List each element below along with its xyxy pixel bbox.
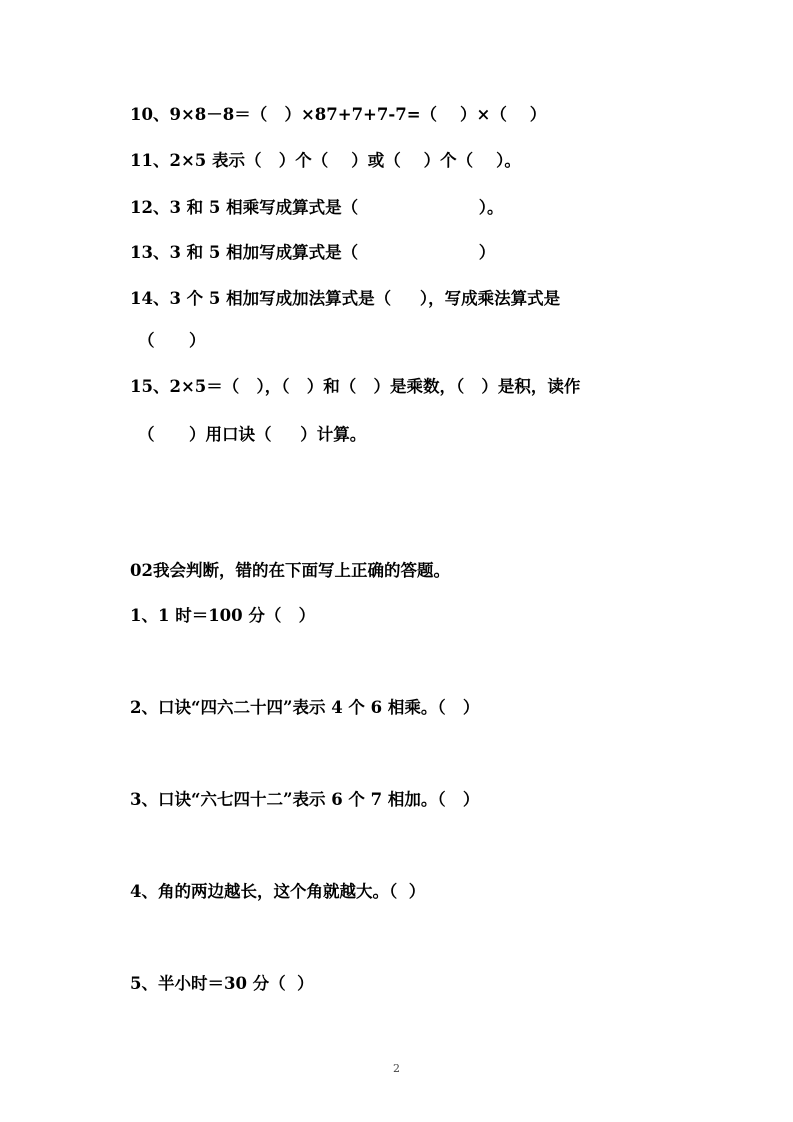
question-10: 10、9×8－8＝（ ）×87+7+7-7=（ ）×（ ） xyxy=(130,105,547,124)
question-13: 13、3 和 5 相加写成算式是（ ） xyxy=(130,243,496,262)
question-15: 15、2×5＝（ ），（ ）和（ ）是乘数，（ ）是积，读作 xyxy=(130,377,581,396)
judge-item-1: 1、1 时＝100 分（ ） xyxy=(130,606,316,625)
judge-item-2: 2、口诀“四六二十四”表示 4 个 6 相乘。（ ） xyxy=(130,698,480,717)
question-11: 11、2×5 表示（ ）个（ ）或（ ）个（ ）。 xyxy=(130,151,521,170)
question-14: 14、3 个 5 相加写成加法算式是（ ），写成乘法算式是 xyxy=(130,289,561,308)
judge-item-4: 4、角的两边越长，这个角就越大。（ ） xyxy=(130,882,426,901)
page-number: 2 xyxy=(393,1062,400,1075)
question-12: 12、3 和 5 相乘写成算式是（ ）。 xyxy=(130,198,504,217)
judge-item-3: 3、口诀“六七四十二”表示 6 个 7 相加。（ ） xyxy=(130,790,480,809)
question-14-continuation: （ ） xyxy=(138,331,206,350)
question-15-continuation: （ ）用口诀（ ）计算。 xyxy=(138,425,367,444)
section-heading-judge: 02我会判断，错的在下面写上正确的答题。 xyxy=(130,561,450,580)
judge-item-5: 5、半小时＝30 分（ ） xyxy=(130,974,314,993)
